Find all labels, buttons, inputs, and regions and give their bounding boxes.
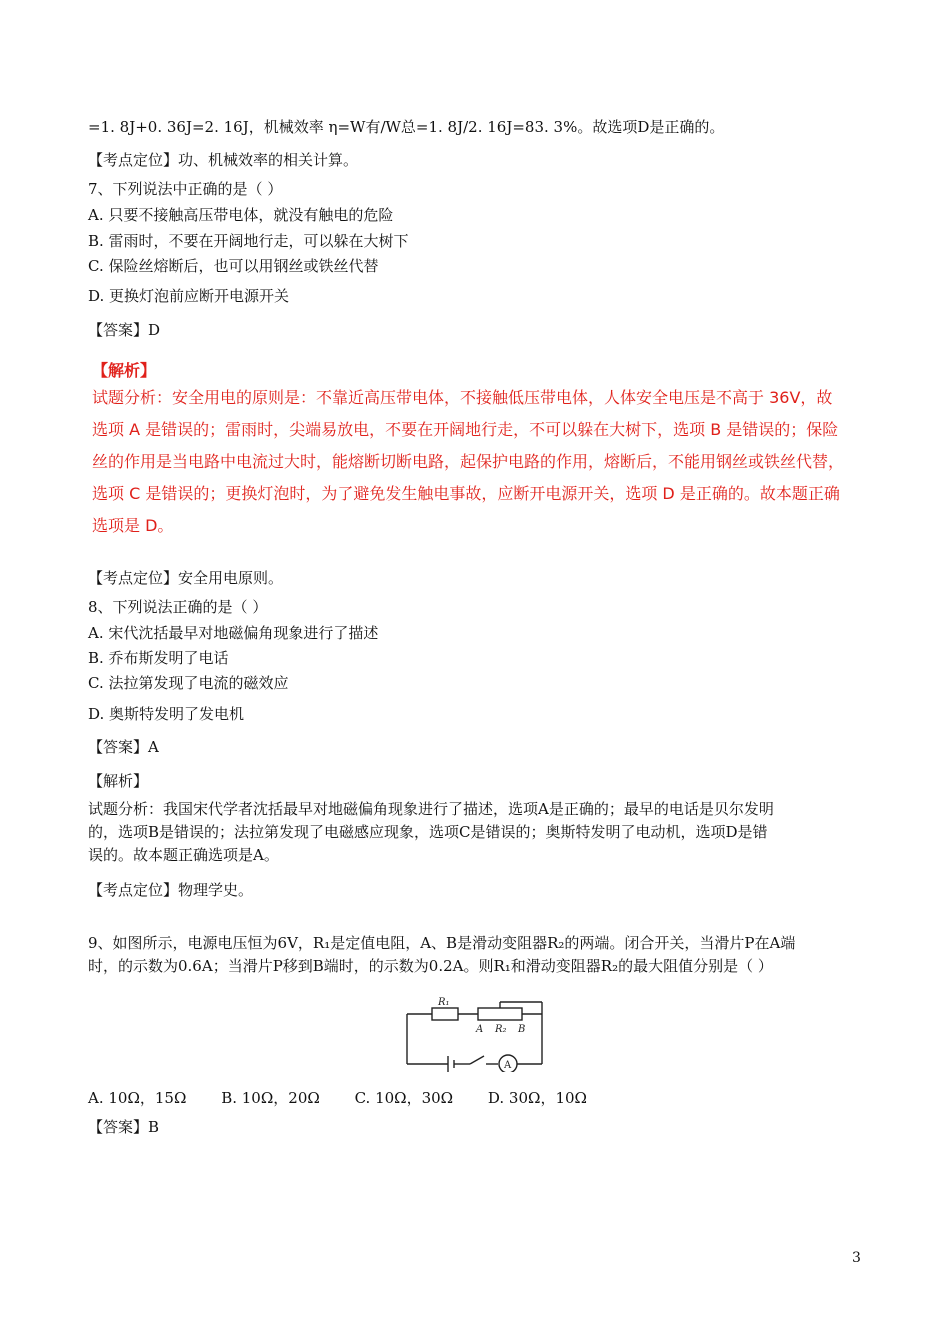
q7-analysis-line: 选项 A 是错误的；雷雨时，尖端易放电，不要在开阔地行走，不可以躲在大树下，选项 B 是错误的；保险 [92, 420, 839, 439]
q8-option-a: A. 宋代沈括最早对地磁偏角现象进行了描述 [88, 624, 379, 642]
q8-analysis-line: 误的。故本题正确选项是A。 [88, 846, 279, 864]
q7-analysis-line: 选项 C 是错误的；更换灯泡时，为了避免发生触电事故，应断开电源开关，选项 D 是正确的。故本题正确 [92, 484, 840, 503]
key-point-7: 【考点定位】安全用电原则。 [88, 569, 284, 587]
label-r1: R₁ [438, 997, 450, 1008]
q7-option-d: D. 更换灯泡前应断开电源开关 [88, 287, 290, 305]
q8-option-b: B. 乔布斯发明了电话 [88, 649, 229, 667]
q7-answer: 【答案】D [88, 321, 161, 339]
label-r2: R₂ [495, 1024, 507, 1035]
q8-option-d: D. 奥斯特发明了发电机 [88, 705, 245, 723]
q8-analysis [88, 798, 868, 867]
circuit-diagram [402, 994, 552, 1072]
formula-line: =1. 8J+0. 36J=2. 16J，机械效率 η=W有/W总=1. 8J/2. 16J=83. 3%。故选项D是正确的。 [88, 118, 725, 136]
label-a: A [476, 1024, 484, 1035]
q8-option-c: C. 法拉第发现了电流的磁效应 [88, 674, 289, 692]
q9-stem [88, 932, 868, 978]
switch-symbol [470, 1056, 484, 1064]
q7-stem: 7、下列说法中正确的是（ ） [88, 180, 283, 198]
q7-analysis-line: 试题分析：安全用电的原则是：不靠近高压带电体，不接触低压带电体，人体安全电压是不高于 36V，故 [92, 388, 833, 407]
q9-answer: 【答案】B [88, 1118, 160, 1136]
q8-analysis-line: 的，选项B是错误的；法拉第发现了电磁感应现象，选项C是错误的；奥斯特发明了电动机，选项D是错 [88, 823, 768, 841]
q7-analysis-line: 选项是 D。 [92, 516, 174, 535]
resistor-r1-symbol [432, 1008, 458, 1020]
key-point-8: 【考点定位】物理学史。 [88, 881, 254, 899]
q9-option-c: C. 10Ω，30Ω [354, 1089, 454, 1107]
label-b: B [518, 1024, 526, 1035]
q7-option-c: C. 保险丝熔断后，也可以用钢丝或铁丝代替 [88, 257, 379, 275]
page-number: 3 [852, 1250, 861, 1266]
q9-stem-line: 时，的示数为0.6A；当滑片P移到B端时，的示数为0.2A。则R₁和滑动变阻器R₂的最大阻值分别是（ ） [88, 957, 773, 975]
q8-stem: 8、下列说法正确的是（ ） [88, 598, 268, 616]
q7-analysis-title: 【解析】 [92, 361, 157, 380]
q9-option-a: A. 10Ω，15Ω [88, 1089, 187, 1107]
q8-analysis-title: 【解析】 [88, 772, 149, 790]
q8-analysis-line: 试题分析：我国宋代学者沈括最早对地磁偏角现象进行了描述，选项A是正确的；最早的电话是贝尔发明 [88, 800, 774, 818]
q9-option-d: D. 30Ω，10Ω [487, 1089, 587, 1107]
q9-options [88, 1087, 617, 1108]
q7-analysis-line: 丝的作用是当电路中电流过大时，能熔断切断电路，起保护电路的作用，熔断后，不能用钢丝或铁丝代替， [92, 452, 845, 471]
key-point-6: 【考点定位】功、机械效率的相关计算。 [88, 151, 359, 169]
rheostat-r2-symbol [478, 1008, 522, 1020]
q9-option-b: B. 10Ω，20Ω [221, 1089, 320, 1107]
label-ammeter: A [504, 1060, 512, 1071]
q9-stem-line: 9、如图所示，电源电压恒为6V，R₁是定值电阻，A、B是滑动变阻器R₂的两端。闭合开关，当滑片P在A端 [88, 934, 796, 952]
q7-option-b: B. 雷雨时，不要在开阔地行走，可以躲在大树下 [88, 232, 409, 250]
q7-analysis [92, 382, 882, 542]
q7-option-a: A. 只要不接触高压带电体，就没有触电的危险 [88, 206, 394, 224]
q8-answer: 【答案】A [88, 738, 159, 756]
